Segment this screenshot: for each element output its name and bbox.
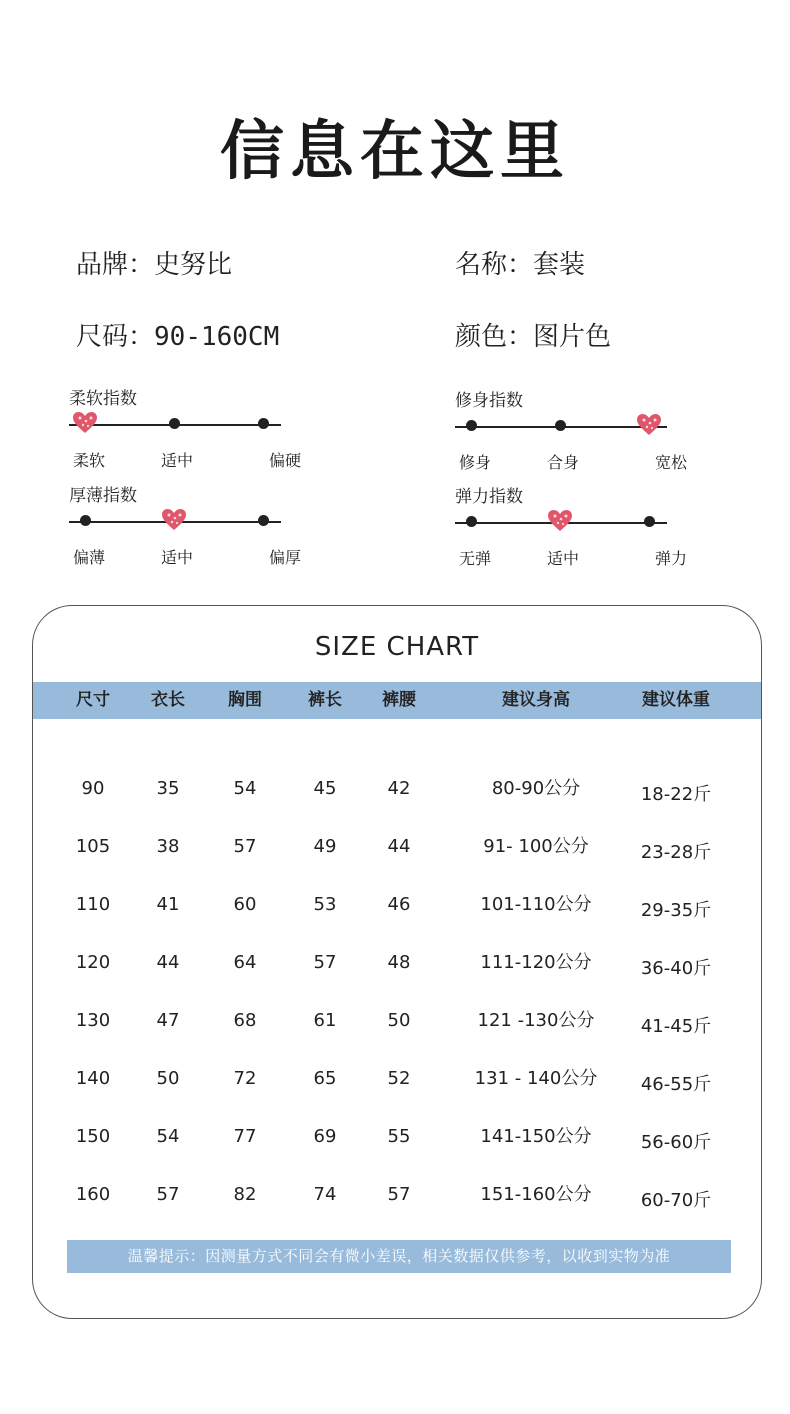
table-cell: 69	[313, 1126, 337, 1147]
table-cell: 50	[156, 1068, 180, 1089]
table-cell: 130	[75, 1010, 111, 1031]
column-header: 裤长	[308, 690, 342, 710]
size-chart-card	[32, 605, 762, 1319]
table-row	[33, 943, 761, 983]
index-option-label: 宽松	[655, 453, 688, 472]
table-cell: 140	[75, 1068, 111, 1089]
dot-icon	[644, 516, 655, 527]
table-cell: 150	[75, 1126, 111, 1147]
column-header: 衣长	[151, 690, 185, 710]
name-label: 名称：	[455, 250, 534, 280]
table-row	[33, 1001, 761, 1041]
table-cell: 57	[233, 836, 257, 857]
name-value: 套装	[533, 250, 586, 280]
size-chart-title: SIZE CHART	[314, 632, 480, 662]
size-value: 90-160CM	[154, 322, 280, 352]
table-cell: 29-35斤	[640, 900, 712, 921]
table-cell: 50	[387, 1010, 411, 1031]
table-cell: 36-40斤	[640, 958, 712, 979]
table-cell: 80-90公分	[491, 778, 581, 799]
size-range-info	[76, 316, 279, 353]
table-cell: 48	[387, 952, 411, 973]
table-cell: 77	[233, 1126, 257, 1147]
table-cell: 64	[233, 952, 257, 973]
table-row	[33, 1117, 761, 1157]
table-cell: 35	[156, 778, 180, 799]
color-label: 颜色：	[455, 322, 534, 352]
column-header: 尺寸	[76, 690, 110, 710]
index-option-label: 修身	[459, 453, 492, 472]
table-cell: 49	[313, 836, 337, 857]
table-cell: 160	[75, 1184, 111, 1205]
dot-icon	[466, 420, 477, 431]
brand-label: 品牌：	[76, 250, 155, 280]
table-cell: 121 -130公分	[477, 1010, 595, 1031]
table-cell: 46-55斤	[640, 1074, 712, 1095]
table-cell: 60-70斤	[640, 1190, 712, 1211]
table-cell: 131 - 140公分	[474, 1068, 598, 1089]
table-cell: 45	[313, 778, 337, 799]
index-title: 柔软指数	[69, 389, 137, 409]
table-cell: 91- 100公分	[483, 836, 589, 857]
index-option-label: 适中	[161, 451, 194, 470]
table-cell: 54	[233, 778, 257, 799]
table-cell: 151-160公分	[480, 1184, 592, 1205]
index-option-label: 偏硬	[269, 451, 302, 470]
color-value: 图片色	[533, 322, 612, 352]
dot-icon	[258, 515, 269, 526]
brand-info	[76, 244, 232, 281]
table-row	[33, 1175, 761, 1215]
color-info	[455, 316, 611, 353]
dot-icon	[466, 516, 477, 527]
size-chart-header	[33, 682, 761, 719]
table-cell: 18-22斤	[640, 784, 712, 805]
index-title: 弹力指数	[455, 487, 523, 507]
size-label: 尺码：	[76, 322, 155, 352]
index-title: 修身指数	[455, 391, 523, 411]
table-cell: 120	[75, 952, 111, 973]
index-option-label: 柔软	[73, 451, 106, 470]
column-header: 裤腰	[382, 690, 416, 710]
table-cell: 38	[156, 836, 180, 857]
table-cell: 65	[313, 1068, 337, 1089]
index-option-label: 无弹	[459, 549, 492, 568]
page-title: 信息在这里	[220, 115, 570, 189]
index-option-label: 适中	[547, 549, 580, 568]
column-header: 建议体重	[642, 690, 710, 710]
table-cell: 41	[156, 894, 180, 915]
table-cell: 55	[387, 1126, 411, 1147]
table-cell: 41-45斤	[640, 1016, 712, 1037]
column-header: 胸围	[228, 690, 262, 710]
table-cell: 72	[233, 1068, 257, 1089]
dot-icon	[80, 515, 91, 526]
table-cell: 57	[313, 952, 337, 973]
table-cell: 54	[156, 1126, 180, 1147]
index-option-label: 偏厚	[269, 548, 302, 567]
index-option-label: 弹力	[655, 549, 688, 568]
index-option-label: 适中	[161, 548, 194, 567]
table-cell: 56-60斤	[640, 1132, 712, 1153]
dot-icon	[258, 418, 269, 429]
table-row	[33, 769, 761, 809]
heart-icon	[547, 509, 573, 533]
table-row	[33, 1059, 761, 1099]
table-row	[33, 885, 761, 925]
dot-icon	[555, 420, 566, 431]
table-cell: 53	[313, 894, 337, 915]
column-header: 建议身高	[502, 690, 570, 710]
table-cell: 52	[387, 1068, 411, 1089]
brand-value: 史努比	[154, 250, 233, 280]
table-row	[33, 827, 761, 867]
table-cell: 111-120公分	[480, 952, 592, 973]
index-option-label: 偏薄	[73, 548, 106, 567]
table-cell: 101-110公分	[480, 894, 592, 915]
table-cell: 90	[81, 778, 105, 799]
table-cell: 110	[75, 894, 111, 915]
dot-icon	[169, 418, 180, 429]
table-cell: 57	[156, 1184, 180, 1205]
notice-banner: 温馨提示：因测量方式不同会有微小差误，相关数据仅供参考，以收到实物为准	[67, 1240, 731, 1273]
table-cell: 68	[233, 1010, 257, 1031]
heart-icon	[161, 508, 187, 532]
table-cell: 61	[313, 1010, 337, 1031]
index-title: 厚薄指数	[69, 486, 137, 506]
table-cell: 42	[387, 778, 411, 799]
table-cell: 57	[387, 1184, 411, 1205]
heart-icon	[72, 411, 98, 435]
table-cell: 23-28斤	[640, 842, 712, 863]
product-name-info	[455, 244, 585, 281]
table-cell: 141-150公分	[480, 1126, 592, 1147]
table-cell: 60	[233, 894, 257, 915]
table-cell: 44	[387, 836, 411, 857]
table-cell: 44	[156, 952, 180, 973]
table-cell: 105	[75, 836, 111, 857]
index-option-label: 合身	[547, 453, 580, 472]
table-cell: 47	[156, 1010, 180, 1031]
table-cell: 74	[313, 1184, 337, 1205]
heart-icon	[636, 413, 662, 437]
table-cell: 82	[233, 1184, 257, 1205]
table-cell: 46	[387, 894, 411, 915]
